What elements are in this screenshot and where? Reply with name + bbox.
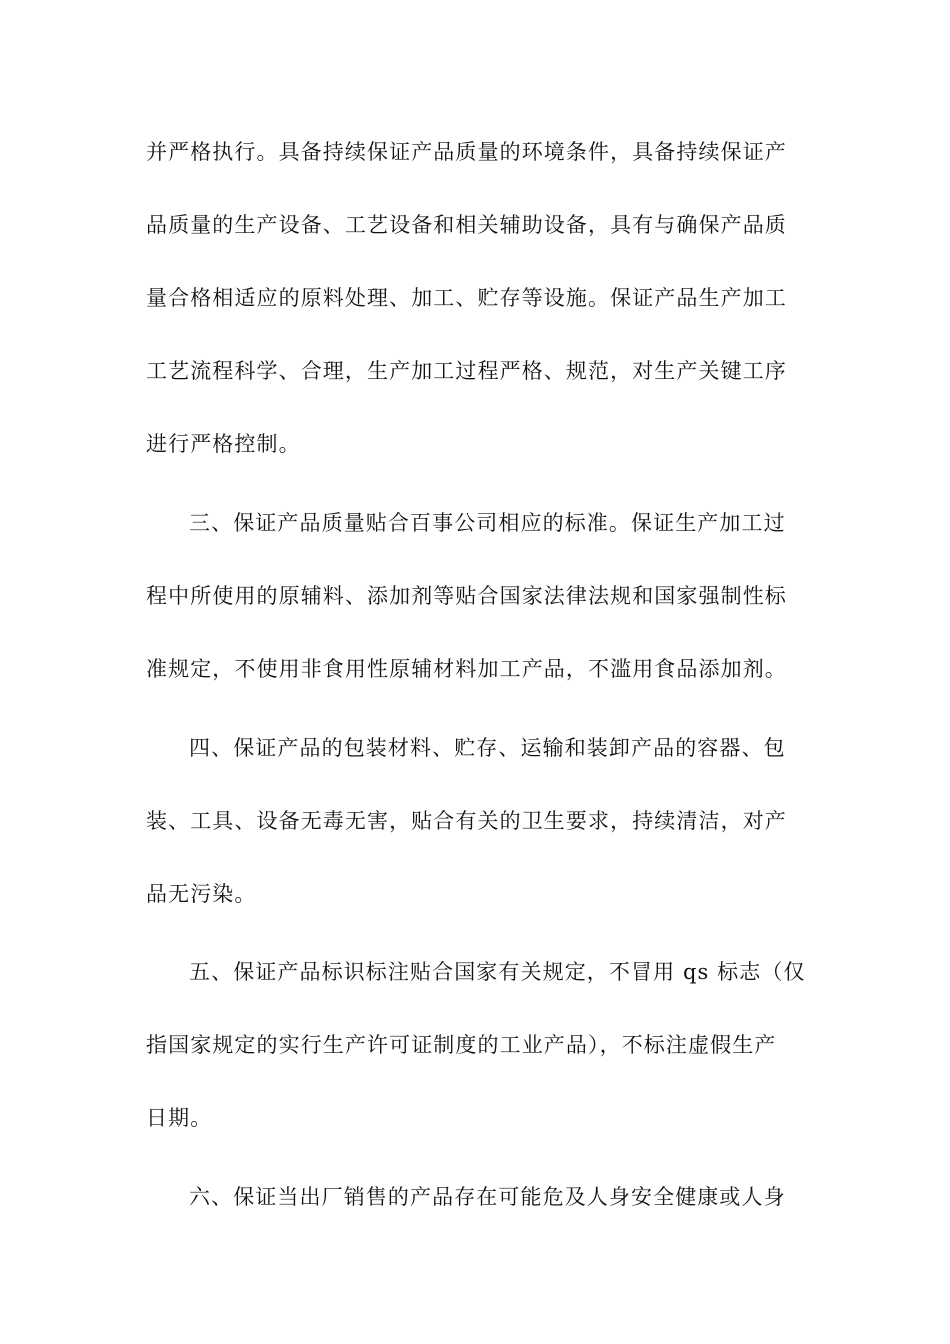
text-line: 指国家规定的实行生产许可证制度的工业产品），不标注虚假生产 — [146, 1033, 777, 1057]
text-line: 程中所使用的原辅料、添加剂等贴合国家法律法规和国家强制性标 — [146, 584, 787, 608]
text-line: 并严格执行。具备持续保证产品质量的环境条件，具备持续保证产 — [146, 140, 787, 164]
paragraph-start-line: 五、保证产品标识标注贴合国家有关规定，不冒用 qs 标志（仅 — [189, 960, 806, 984]
text-line: 量合格相适应的原料处理、加工、贮存等设施。保证产品生产加工 — [146, 286, 787, 310]
text-line: 日期。 — [146, 1106, 213, 1130]
text-line: 准规定，不使用非食用性原辅材料加工产品，不滥用食品添加剂。 — [146, 657, 787, 681]
text-line: 工艺流程科学、合理，生产加工过程严格、规范，对生产关键工序 — [146, 359, 787, 383]
paragraph-start-line: 四、保证产品的包装材料、贮存、运输和装卸产品的容器、包 — [189, 736, 786, 760]
text-line: 进行严格控制。 — [146, 432, 301, 456]
text-line: 品无污染。 — [146, 882, 257, 906]
paragraph-start-line: 三、保证产品质量贴合百事公司相应的标准。保证生产加工过 — [189, 511, 786, 535]
text-line: 装、工具、设备无毒无害，贴合有关的卫生要求，持续清洁，对产 — [146, 809, 787, 833]
text-line: 品质量的生产设备、工艺设备和相关辅助设备，具有与确保产品质 — [146, 213, 787, 237]
paragraph-start-line: 六、保证当出厂销售的产品存在可能危及人身安全健康或人身 — [189, 1185, 786, 1209]
